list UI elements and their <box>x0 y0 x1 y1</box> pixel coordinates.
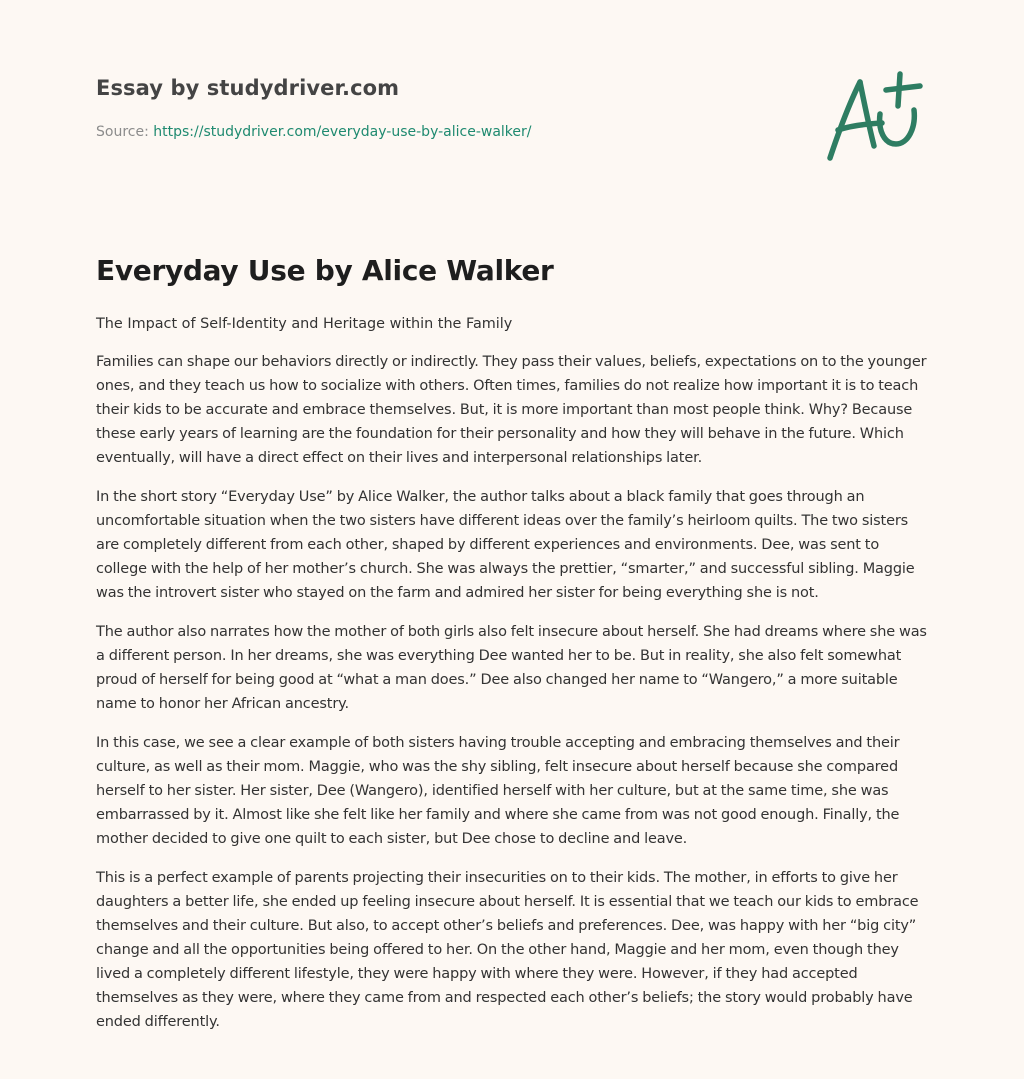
essay-subtitle: The Impact of Self-Identity and Heritage within the Family <box>96 316 513 332</box>
essay-paragraph: The author also narrates how the mother of both girls also felt insecure about herself. She had dreams where she was a different person. In her dreams, she was everything Dee wanted her to be. But in reality, she also felt somewhat proud of herself for being good at “what a man does.” Dee also changed her name to “Wangero,” a more suitable name to honor her African ancestry. <box>96 624 927 712</box>
a-plus-logo-icon <box>824 66 928 166</box>
essay-paragraph: Families can shape our behaviors directly or indirectly. They pass their values, beliefs, expectations on to the younger ones, and they teach us how to socialize with others. Often times, families do not realize how important it is to teach their kids to be accurate and embrace themselves. But, it is more important than most people think. Why? Because these early years of learning are the foundation for their personality and how they will behave in the future. Which eventually, will have a direct effect on their lives and interpersonal relationships later. <box>96 354 927 466</box>
source-label: Source: <box>96 124 154 140</box>
source-link[interactable]: https://studydriver.com/everyday-use-by-alice-walker/ <box>153 124 532 140</box>
essay-title: Everyday Use by Alice Walker <box>96 254 554 287</box>
essay-paragraph: In this case, we see a clear example of both sisters having trouble accepting and embracing themselves and their culture, as well as their mom. Maggie, who was the shy sibling, felt insecure about herself because she compared herself to her sister. Her sister, Dee (Wangero), identified herself with her culture, but at the same time, she was embarrassed by it. Almost like she felt like her family and where she came from was not good enough. Finally, the mother decided to give one quilt to each sister, but Dee chose to decline and leave. <box>96 735 900 847</box>
site-title: Essay by studydriver.com <box>96 76 400 100</box>
essay-page <box>96 0 928 1030</box>
essay-body <box>96 350 928 1049</box>
essay-paragraph: This is a perfect example of parents projecting their insecurities on to their kids. The mother, in efforts to give her daughters a better life, she ended up feeling insecure about herself. It is essential that we teach our kids to embrace themselves and their culture. But also, to accept other’s beliefs and preferences. Dee, was happy with her “big city” change and all the opportunities being offered to her. On the other hand, Maggie and her mom, even though they lived a completely different lifestyle, they were happy with where they were. However, if they had accepted themselves as they were, where they came from and respected each other’s beliefs; the story would probably have ended differently. <box>96 870 919 1030</box>
essay-paragraph: In the short story “Everyday Use” by Alice Walker, the author talks about a black family that goes through an uncomfortable situation when the two sisters have different ideas over the family’s heirloom quilts. The two sisters are completely different from each other, shaped by different experiences and environments. Dee, was sent to college with the help of her mother’s church. She was always the prettier, “smarter,” and successful sibling. Maggie was the introvert sister who stayed on the farm and admired her sister for being everything she is not. <box>96 489 915 601</box>
source-line <box>96 124 532 140</box>
page-header <box>96 0 928 200</box>
